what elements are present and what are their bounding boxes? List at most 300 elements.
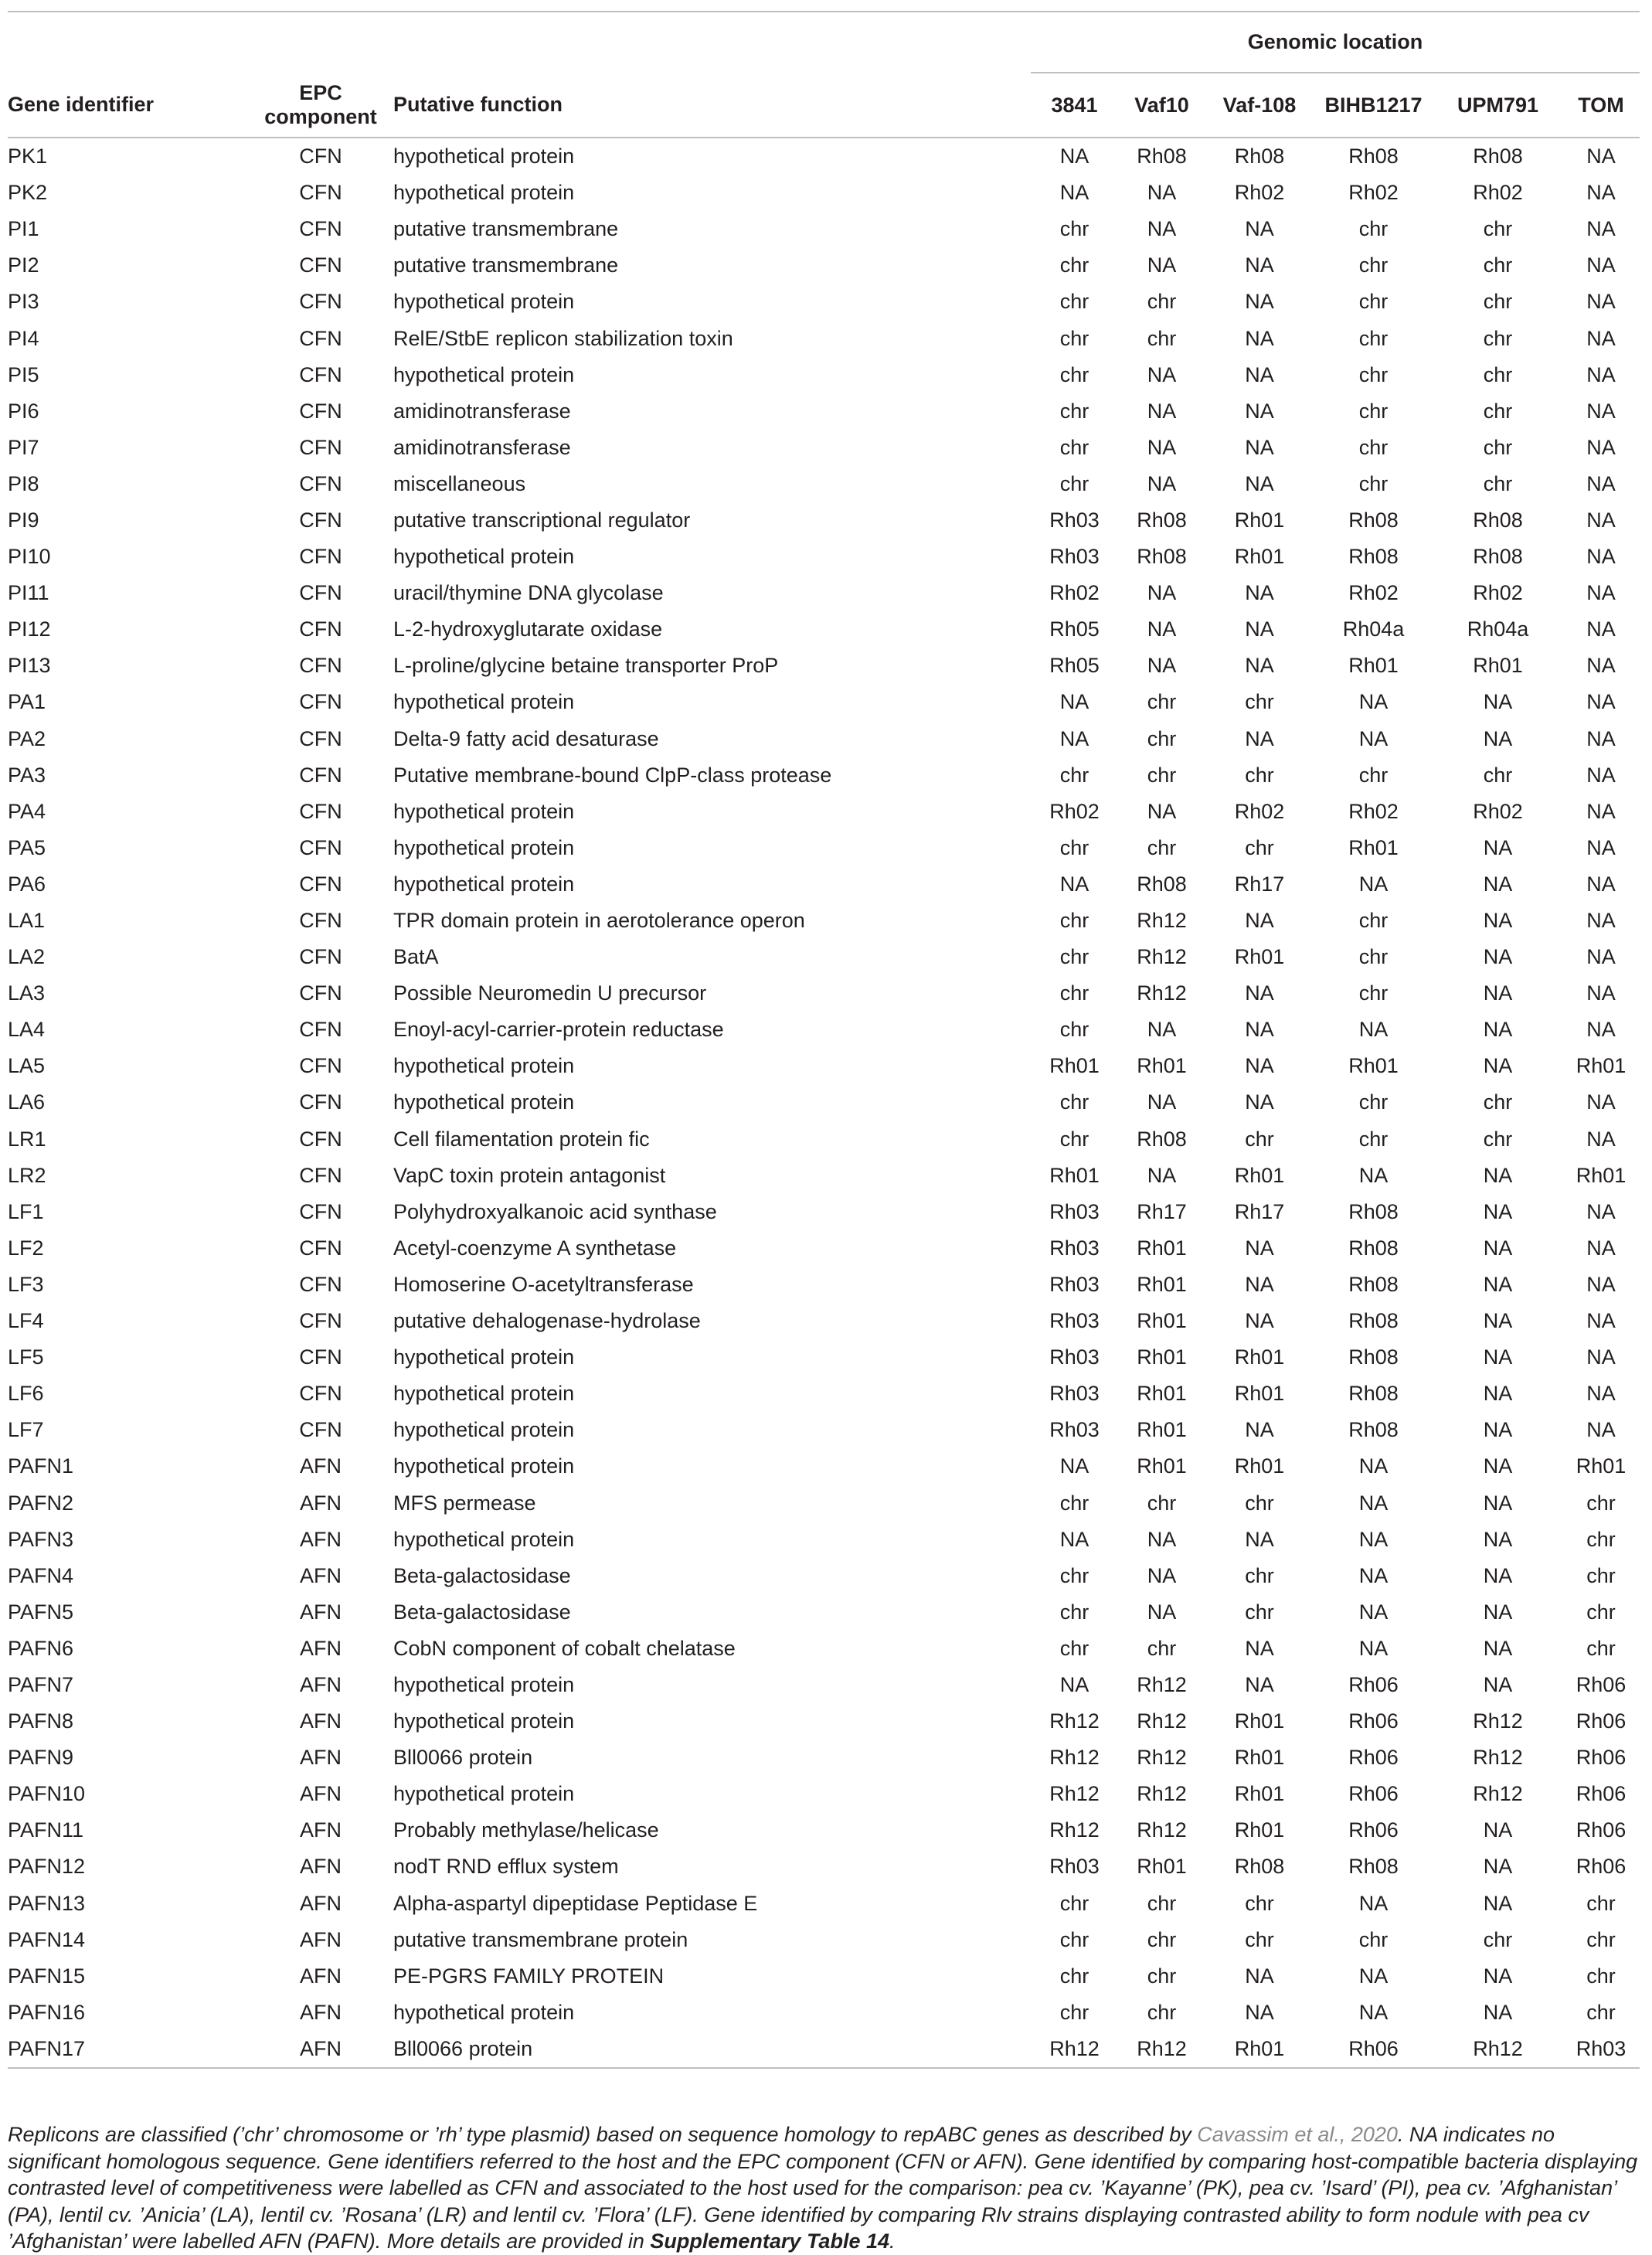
- cell-3841: chr: [1059, 326, 1089, 350]
- cell-function: hypothetical protein: [393, 799, 575, 823]
- cell-gene-id: LF4: [8, 1309, 44, 1333]
- cell-upm791: NA: [1483, 1855, 1513, 1879]
- cell-vaf-108: chr: [1245, 1600, 1274, 1624]
- cell-bihb1217: Rh08: [1348, 1345, 1399, 1369]
- cell-3841: chr: [1059, 362, 1089, 386]
- cell-function: hypothetical protein: [393, 362, 575, 386]
- cell-upm791: NA: [1483, 1163, 1513, 1187]
- cell-vaf10: Rh12: [1137, 1672, 1187, 1696]
- cell-3841: NA: [1059, 726, 1089, 750]
- cell-gene-id: PAFN5: [8, 1600, 74, 1624]
- cell-3841: chr: [1059, 435, 1089, 459]
- cell-function: uracil/thymine DNA glycolase: [393, 581, 664, 605]
- table-row: [8, 1448, 1640, 1485]
- cell-tom: NA: [1586, 399, 1616, 423]
- cell-vaf10: NA: [1147, 1163, 1177, 1187]
- cell-epc: AFN: [300, 1636, 342, 1660]
- table-row: [8, 903, 1640, 939]
- table-row: [8, 1412, 1640, 1448]
- cell-bihb1217: Rh06: [1314, 2031, 1433, 2068]
- cell-vaf10: chr: [1147, 2000, 1177, 2024]
- cell-epc: CFN: [299, 362, 342, 386]
- cell-tom: NA: [1586, 545, 1616, 569]
- cell-epc: CFN: [299, 1309, 342, 1333]
- cell-gene-id: LR1: [8, 1127, 46, 1151]
- cell-vaf-108: NA: [1245, 1236, 1274, 1260]
- citation-link[interactable]: Cavassim et al., 2020: [1197, 2123, 1398, 2146]
- table-row: [8, 866, 1640, 903]
- cell-upm791: Rh08: [1473, 545, 1523, 569]
- footnote-text-2: . NA indicates no significant homologous sequence. Gene identifiers referred to the host and the EPC component (CFN or AFN). Gene identified by comparing host-compatible bacteria displaying contrasted level of competitiveness were labelled as CFN and associated to the host used for the comparison: pea cv. ’Kayanne’ (PK), pea cv. ’Isard’ (PI), pea cv. ’Afghanistan’ (PA), lentil cv. ’Anicia’ (LA), lentil cv. ’Rosana’ (LR) and lentil cv. ’Flora’ (LF). Gene identified by comparing Rlv strains displaying contrasted ability to form nodule with pea cv ’Afghanistan’ were labelled AFN (PAFN). More details are provided in: [8, 2123, 1638, 2253]
- table-row: [8, 575, 1640, 611]
- cell-3841: Rh03: [1049, 1855, 1100, 1879]
- cell-function: VapC toxin protein antagonist: [393, 1163, 666, 1187]
- cell-3841: Rh03: [1049, 1418, 1100, 1442]
- cell-vaf-108: NA: [1245, 617, 1274, 641]
- cell-function: putative dehalogenase-hydrolase: [393, 1309, 701, 1333]
- cell-tom: chr: [1586, 1491, 1616, 1515]
- table-row: [8, 284, 1640, 320]
- cell-vaf-108: NA: [1245, 981, 1274, 1005]
- cell-vaf10: Rh12: [1118, 2031, 1205, 2068]
- cell-function: Bll0066 protein: [393, 1746, 533, 1770]
- cell-gene-id: LF3: [8, 1272, 44, 1296]
- cell-gene-id: LF5: [8, 1345, 44, 1369]
- cell-bihb1217: Rh08: [1348, 1272, 1399, 1296]
- cell-bihb1217: NA: [1358, 1454, 1389, 1478]
- cell-epc: CFN: [299, 1127, 342, 1151]
- cell-function: hypothetical protein: [393, 1090, 575, 1114]
- cell-upm791: Rh08: [1473, 145, 1523, 168]
- cell-bihb1217: Rh08: [1348, 545, 1399, 569]
- cell-bihb1217: NA: [1358, 1891, 1389, 1915]
- cell-vaf-108: Rh01: [1234, 1345, 1285, 1369]
- cell-tom: NA: [1586, 1345, 1616, 1369]
- cell-function: hypothetical protein: [393, 145, 575, 168]
- cell-vaf-108: chr: [1245, 763, 1274, 787]
- cell-3841: chr: [1059, 1636, 1089, 1660]
- cell-vaf10: Rh08: [1137, 508, 1187, 532]
- cell-gene-id: PA6: [8, 872, 46, 896]
- cell-bihb1217: Rh02: [1348, 581, 1399, 605]
- table-row: [8, 502, 1640, 539]
- cell-bihb1217: chr: [1358, 253, 1389, 277]
- cell-epc: CFN: [299, 1054, 342, 1078]
- cell-vaf10: chr: [1147, 835, 1177, 859]
- cell-function: Possible Neuromedin U precursor: [393, 981, 707, 1005]
- cell-upm791: Rh12: [1473, 1709, 1523, 1733]
- cell-3841: chr: [1059, 909, 1089, 933]
- cell-bihb1217: NA: [1358, 1018, 1389, 1042]
- cell-epc: CFN: [299, 508, 342, 532]
- col-vaf10: Vaf10: [1118, 73, 1205, 138]
- cell-function: hypothetical protein: [393, 545, 575, 569]
- cell-vaf-108: chr: [1245, 1927, 1274, 1951]
- cell-epc: AFN: [300, 1964, 342, 1988]
- cell-vaf10: chr: [1147, 1927, 1177, 1951]
- footnote-text-3: .: [889, 2229, 896, 2253]
- cell-function: hypothetical protein: [393, 872, 575, 896]
- cell-function: hypothetical protein: [393, 835, 575, 859]
- cell-function: MFS permease: [393, 1491, 536, 1515]
- cell-bihb1217: chr: [1358, 981, 1389, 1005]
- cell-gene-id: PAFN4: [8, 1563, 74, 1587]
- cell-vaf10: NA: [1147, 654, 1177, 678]
- cell-gene-id: PI6: [8, 399, 39, 423]
- cell-vaf10: Rh08: [1137, 545, 1187, 569]
- cell-gene-id: LA4: [8, 1018, 46, 1042]
- cell-tom: chr: [1586, 1600, 1616, 1624]
- table-row: [8, 1849, 1640, 1885]
- cell-function: L-2-hydroxyglutarate oxidase: [393, 617, 663, 641]
- cell-upm791: NA: [1483, 1527, 1513, 1551]
- cell-function: CobN component of cobalt chelatase: [393, 1636, 736, 1660]
- table-row: [8, 1703, 1640, 1740]
- cell-3841: Rh12: [1031, 2031, 1118, 2068]
- table-row: [8, 430, 1640, 466]
- cell-gene-id: PAFN13: [8, 1891, 86, 1915]
- cell-3841: Rh03: [1049, 1382, 1100, 1406]
- cell-epc: CFN: [299, 1199, 342, 1223]
- cell-vaf10: chr: [1147, 1964, 1177, 1988]
- cell-bihb1217: Rh01: [1348, 654, 1399, 678]
- cell-vaf10: Rh12: [1137, 1782, 1187, 1806]
- cell-upm791: NA: [1483, 1418, 1513, 1442]
- table-row: [8, 1922, 1640, 1958]
- cell-upm791: Rh01: [1473, 654, 1523, 678]
- cell-gene-id: PI5: [8, 362, 39, 386]
- col-tom: TOM: [1562, 73, 1640, 138]
- cell-function: TPR domain protein in aerotolerance operon: [393, 909, 805, 933]
- cell-tom: NA: [1586, 290, 1616, 314]
- cell-tom: Rh01: [1576, 1054, 1627, 1078]
- cell-vaf-108: Rh01: [1234, 508, 1285, 532]
- header-group-row: [8, 12, 1640, 73]
- cell-vaf10: NA: [1147, 471, 1177, 495]
- table-row: [8, 1812, 1640, 1849]
- cell-gene-id: PAFN3: [8, 1527, 74, 1551]
- cell-3841: Rh01: [1049, 1163, 1100, 1187]
- cell-tom: NA: [1586, 1236, 1616, 1260]
- cell-upm791: NA: [1483, 726, 1513, 750]
- cell-vaf-108: Rh01: [1234, 1709, 1285, 1733]
- cell-3841: chr: [1059, 253, 1089, 277]
- cell-vaf-108: NA: [1245, 909, 1274, 933]
- cell-epc: CFN: [299, 435, 342, 459]
- cell-upm791: NA: [1483, 909, 1513, 933]
- cell-function: Enoyl-acyl-carrier-protein reductase: [393, 1018, 724, 1042]
- cell-bihb1217: Rh08: [1348, 1199, 1399, 1223]
- cell-upm791: Rh02: [1473, 581, 1523, 605]
- cell-tom: NA: [1586, 253, 1616, 277]
- cell-3841: Rh12: [1049, 1746, 1100, 1770]
- cell-vaf-108: NA: [1245, 362, 1274, 386]
- table-row: [8, 721, 1640, 757]
- cell-3841: chr: [1059, 981, 1089, 1005]
- table-row: [8, 1158, 1640, 1194]
- cell-3841: chr: [1059, 1927, 1089, 1951]
- cell-gene-id: PAFN10: [8, 1782, 86, 1806]
- cell-tom: NA: [1586, 362, 1616, 386]
- cell-tom: NA: [1586, 1309, 1616, 1333]
- cell-gene-id: LF6: [8, 1382, 44, 1406]
- table-row: [8, 1339, 1640, 1376]
- cell-vaf-108: NA: [1245, 217, 1274, 241]
- cell-upm791: NA: [1483, 1272, 1513, 1296]
- cell-vaf10: chr: [1147, 1636, 1177, 1660]
- cell-vaf-108: NA: [1245, 326, 1274, 350]
- cell-gene-id: PI3: [8, 290, 39, 314]
- cell-vaf-108: NA: [1245, 726, 1274, 750]
- cell-upm791: NA: [1483, 1563, 1513, 1587]
- cell-tom: NA: [1586, 799, 1616, 823]
- cell-epc: AFN: [300, 1527, 342, 1551]
- cell-epc: CFN: [299, 872, 342, 896]
- cell-bihb1217: NA: [1358, 1491, 1389, 1515]
- cell-bihb1217: Rh06: [1348, 1672, 1399, 1696]
- cell-bihb1217: NA: [1358, 872, 1389, 896]
- cell-3841: chr: [1059, 471, 1089, 495]
- cell-3841: chr: [1059, 1090, 1089, 1114]
- table-row: [8, 393, 1640, 430]
- cell-gene-id: PAFN15: [8, 1964, 86, 1988]
- cell-epc: CFN: [299, 1418, 342, 1442]
- cell-vaf10: Rh12: [1137, 1746, 1187, 1770]
- cell-function: miscellaneous: [393, 471, 526, 495]
- cell-function: hypothetical protein: [393, 181, 575, 205]
- cell-vaf10: Rh01: [1137, 1236, 1187, 1260]
- cell-upm791: NA: [1483, 1964, 1513, 1988]
- cell-vaf10: Rh08: [1137, 872, 1187, 896]
- cell-bihb1217: Rh08: [1348, 145, 1399, 168]
- cell-vaf10: Rh12: [1137, 981, 1187, 1005]
- cell-epc: AFN: [300, 1491, 342, 1515]
- cell-epc: AFN: [251, 2031, 390, 2068]
- cell-bihb1217: Rh08: [1348, 1309, 1399, 1333]
- table-row: [8, 939, 1640, 975]
- cell-vaf10: Rh12: [1137, 1818, 1187, 1842]
- cell-vaf-108: Rh01: [1234, 1382, 1285, 1406]
- cell-function: hypothetical protein: [393, 1527, 575, 1551]
- cell-gene-id: PI2: [8, 253, 39, 277]
- header-columns-row: [8, 73, 1640, 138]
- cell-vaf10: chr: [1147, 290, 1177, 314]
- cell-tom: NA: [1586, 1272, 1616, 1296]
- cell-vaf10: Rh17: [1137, 1199, 1187, 1223]
- cell-3841: chr: [1059, 399, 1089, 423]
- table-row: [8, 830, 1640, 866]
- genomic-location-header: Genomic location: [1031, 12, 1640, 73]
- cell-epc: CFN: [299, 1018, 342, 1042]
- cell-tom: Rh06: [1576, 1818, 1627, 1842]
- cell-bihb1217: chr: [1358, 909, 1389, 933]
- cell-vaf-108: Rh01: [1205, 2031, 1314, 2068]
- cell-vaf-108: NA: [1245, 1418, 1274, 1442]
- cell-3841: Rh03: [1049, 1236, 1100, 1260]
- cell-tom: Rh01: [1576, 1454, 1627, 1478]
- cell-upm791: Rh02: [1473, 181, 1523, 205]
- cell-epc: CFN: [299, 326, 342, 350]
- cell-vaf10: chr: [1147, 326, 1177, 350]
- cell-bihb1217: Rh06: [1348, 1746, 1399, 1770]
- cell-bihb1217: Rh06: [1348, 1818, 1399, 1842]
- cell-function: hypothetical protein: [393, 1054, 575, 1078]
- table-row: [8, 684, 1640, 720]
- cell-vaf-108: NA: [1245, 1527, 1274, 1551]
- cell-vaf-108: chr: [1245, 1891, 1274, 1915]
- cell-vaf-108: Rh01: [1234, 1818, 1285, 1842]
- cell-3841: Rh03: [1049, 545, 1100, 569]
- cell-bihb1217: NA: [1358, 726, 1389, 750]
- cell-3841: Rh03: [1049, 1199, 1100, 1223]
- cell-vaf-108: chr: [1245, 1563, 1274, 1587]
- cell-tom: chr: [1586, 1891, 1616, 1915]
- cell-function: RelE/StbE replicon stabilization toxin: [393, 326, 733, 350]
- table-row: [8, 320, 1640, 356]
- cell-tom: NA: [1586, 1127, 1616, 1151]
- cell-function: amidinotransferase: [393, 435, 571, 459]
- cell-epc: CFN: [299, 1272, 342, 1296]
- cell-3841: chr: [1059, 1491, 1089, 1515]
- cell-3841: NA: [1059, 145, 1089, 168]
- cell-gene-id: PAFN14: [8, 1927, 86, 1951]
- table-row: [8, 1121, 1640, 1158]
- cell-bihb1217: Rh01: [1348, 1054, 1399, 1078]
- table-row: [8, 1485, 1640, 1521]
- cell-3841: Rh03: [1049, 1345, 1100, 1369]
- cell-epc: CFN: [299, 799, 342, 823]
- cell-gene-id: PA1: [8, 690, 46, 714]
- cell-gene-id: PAFN16: [8, 2000, 86, 2024]
- cell-epc: AFN: [300, 1563, 342, 1587]
- cell-vaf10: Rh01: [1137, 1382, 1187, 1406]
- cell-tom: NA: [1586, 1382, 1616, 1406]
- cell-vaf10: NA: [1147, 1090, 1177, 1114]
- cell-function: L-proline/glycine betaine transporter ProP: [393, 654, 779, 678]
- table-row: [8, 1522, 1640, 1558]
- cell-upm791: chr: [1483, 326, 1513, 350]
- cell-epc: CFN: [299, 654, 342, 678]
- cell-function: hypothetical protein: [393, 1709, 575, 1733]
- cell-3841: chr: [1059, 835, 1089, 859]
- cell-upm791: chr: [1483, 763, 1513, 787]
- cell-tom: NA: [1586, 1199, 1616, 1223]
- cell-upm791: Rh02: [1473, 799, 1523, 823]
- cell-vaf-108: chr: [1245, 1491, 1274, 1515]
- cell-upm791: NA: [1483, 1491, 1513, 1515]
- cell-bihb1217: NA: [1358, 1163, 1389, 1187]
- cell-upm791: chr: [1483, 253, 1513, 277]
- cell-vaf-108: NA: [1245, 1964, 1274, 1988]
- table-row: [8, 357, 1640, 393]
- cell-upm791: NA: [1483, 1345, 1513, 1369]
- cell-vaf10: Rh08: [1137, 145, 1187, 168]
- cell-gene-id: LR2: [8, 1163, 46, 1187]
- cell-gene-id: PAFN7: [8, 1672, 74, 1696]
- cell-vaf10: NA: [1147, 181, 1177, 205]
- cell-vaf-108: Rh17: [1234, 872, 1285, 896]
- cell-epc: CFN: [299, 545, 342, 569]
- cell-vaf-108: NA: [1245, 290, 1274, 314]
- cell-upm791: NA: [1483, 872, 1513, 896]
- cell-3841: chr: [1059, 217, 1089, 241]
- cell-3841: Rh12: [1049, 1709, 1100, 1733]
- cell-function: hypothetical protein: [393, 2000, 575, 2024]
- cell-upm791: NA: [1483, 981, 1513, 1005]
- cell-upm791: NA: [1483, 1199, 1513, 1223]
- cell-vaf-108: Rh02: [1234, 181, 1285, 205]
- cell-gene-id: PK2: [8, 181, 48, 205]
- cell-bihb1217: chr: [1358, 362, 1389, 386]
- cell-vaf10: Rh01: [1137, 1345, 1187, 1369]
- table-row: [8, 247, 1640, 284]
- col-gene-identifier: Gene identifier: [8, 73, 251, 138]
- cell-vaf-108: chr: [1245, 1127, 1274, 1151]
- cell-gene-id: LA1: [8, 909, 46, 933]
- cell-bihb1217: chr: [1358, 326, 1389, 350]
- header-spacer: [8, 12, 1031, 73]
- cell-epc: CFN: [299, 581, 342, 605]
- cell-vaf10: Rh12: [1137, 1709, 1187, 1733]
- table-row: [8, 2031, 1640, 2068]
- cell-function: Acetyl-coenzyme A synthetase: [393, 1236, 677, 1260]
- cell-vaf10: chr: [1147, 726, 1177, 750]
- cell-vaf-108: NA: [1245, 2000, 1274, 2024]
- cell-vaf10: NA: [1147, 1018, 1177, 1042]
- cell-3841: NA: [1059, 1672, 1089, 1696]
- cell-bihb1217: chr: [1358, 471, 1389, 495]
- cell-bihb1217: chr: [1358, 399, 1389, 423]
- cell-vaf-108: Rh01: [1234, 945, 1285, 969]
- table-row: [8, 1776, 1640, 1812]
- footnote-text-1: Replicons are classified (’chr’ chromosome or ’rh’ type plasmid) based on sequence homology to repABC genes as described by: [8, 2123, 1198, 2146]
- cell-tom: NA: [1586, 981, 1616, 1005]
- supplementary-table-ref[interactable]: Supplementary Table 14: [650, 2229, 889, 2253]
- cell-function: hypothetical protein: [393, 1345, 575, 1369]
- cell-tom: NA: [1586, 471, 1616, 495]
- cell-tom: NA: [1586, 835, 1616, 859]
- cell-epc: CFN: [299, 1090, 342, 1114]
- table-row: [8, 1376, 1640, 1412]
- cell-tom: chr: [1586, 1636, 1616, 1660]
- table-row: [8, 539, 1640, 575]
- cell-upm791: NA: [1483, 1454, 1513, 1478]
- cell-bihb1217: NA: [1358, 1600, 1389, 1624]
- cell-gene-id: PAFN2: [8, 1491, 74, 1515]
- cell-function: putative transmembrane protein: [393, 1927, 688, 1951]
- cell-3841: Rh12: [1049, 1782, 1100, 1806]
- cell-tom: NA: [1586, 1018, 1616, 1042]
- cell-function: Bll0066 protein: [390, 2031, 1031, 2068]
- cell-upm791: chr: [1483, 217, 1513, 241]
- cell-3841: Rh05: [1049, 654, 1100, 678]
- cell-tom: Rh06: [1576, 1709, 1627, 1733]
- cell-vaf10: NA: [1147, 435, 1177, 459]
- cell-3841: Rh03: [1049, 1272, 1100, 1296]
- cell-3841: chr: [1059, 2000, 1089, 2024]
- cell-upm791: NA: [1483, 690, 1513, 714]
- cell-bihb1217: Rh08: [1348, 1382, 1399, 1406]
- cell-gene-id: PI7: [8, 435, 39, 459]
- cell-epc: CFN: [299, 1345, 342, 1369]
- cell-upm791: chr: [1483, 1127, 1513, 1151]
- cell-upm791: chr: [1483, 362, 1513, 386]
- cell-upm791: Rh12: [1473, 1782, 1523, 1806]
- cell-3841: chr: [1059, 1964, 1089, 1988]
- cell-3841: Rh12: [1049, 1818, 1100, 1842]
- col-putative-function: Putative function: [390, 73, 1031, 138]
- cell-vaf-108: Rh01: [1234, 545, 1285, 569]
